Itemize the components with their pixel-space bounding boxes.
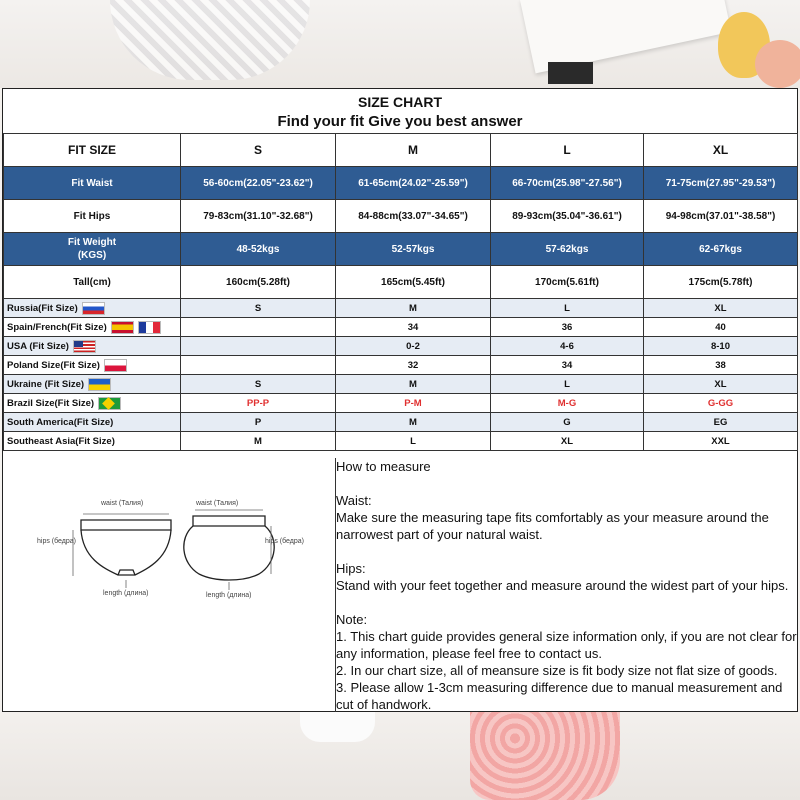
poland-flag-icon: [104, 359, 127, 372]
table-cell: P-M: [336, 394, 491, 413]
table-cell: 94-98cm(37.01"-38.58"): [644, 200, 798, 233]
table-cell: M-G: [491, 394, 644, 413]
spain-french-row: [4, 318, 798, 337]
note-3: 3. Please allow 1-3cm measuring difference due to manual measurement and cut of handwork.: [336, 680, 783, 712]
hips-title: Hips:: [336, 561, 366, 576]
table-cell: [181, 337, 336, 356]
table-cell: 89-93cm(35.04"-36.61"): [491, 200, 644, 233]
row-label: [4, 337, 181, 356]
pink-lace-decoration: [470, 712, 620, 800]
row-label: Southeast Asia(Fit Size): [4, 432, 181, 451]
row-label: [4, 394, 181, 413]
table-cell: 52-57kgs: [336, 233, 491, 266]
table-cell: XL: [644, 299, 798, 318]
table-cell: EG: [644, 413, 798, 432]
note-2: 2. In our chart size, all of meansure size is fit body size not flat size of goods.: [336, 663, 778, 678]
hips-label-back: hips (бедра): [265, 538, 304, 545]
russia-flag-icon: [82, 302, 105, 315]
table-cell: 61-65cm(24.02"-25.59"): [336, 167, 491, 200]
row-label: Tall(cm): [4, 266, 181, 299]
country-label: Spain/French(Fit Size): [7, 321, 107, 333]
table-cell: 0-2: [336, 337, 491, 356]
ukraine-flag-icon: [88, 378, 111, 391]
table-cell: 66-70cm(25.98"-27.56"): [491, 167, 644, 200]
table-cell: 57-62kgs: [491, 233, 644, 266]
table-cell: 62-67kgs: [644, 233, 798, 266]
table-cell: PP-P: [181, 394, 336, 413]
table-cell: 36: [491, 318, 644, 337]
waist-label-front: waist (Талия): [101, 500, 144, 507]
table-cell: XL: [644, 375, 798, 394]
table-cell: 165cm(5.45ft): [336, 266, 491, 299]
row-label: [4, 318, 181, 337]
country-label: Russia(Fit Size): [7, 302, 78, 314]
brazil-row: [4, 394, 798, 413]
waist-title: Waist:: [336, 493, 372, 508]
table-cell: 84-88cm(33.07"-34.65"): [336, 200, 491, 233]
waist-label-back: waist (Талия): [196, 500, 239, 507]
country-label: Poland Size(Fit Size): [7, 359, 100, 371]
header-cell: FIT SIZE: [4, 134, 181, 167]
table-cell: L: [336, 432, 491, 451]
tall-row: [4, 266, 798, 299]
chart-title-box: [3, 89, 797, 134]
hips-label-front: hips (бедра): [37, 538, 76, 545]
table-cell: S: [181, 375, 336, 394]
table-cell: L: [491, 299, 644, 318]
table-cell: XL: [491, 432, 644, 451]
size-table: [3, 133, 798, 451]
south-america-row: [4, 413, 798, 432]
table-cell: 48-52kgs: [181, 233, 336, 266]
row-label: [4, 375, 181, 394]
table-cell: M: [336, 375, 491, 394]
row-label: [4, 356, 181, 375]
background-photo-bottom: [0, 712, 800, 800]
dark-object-decoration: [548, 62, 593, 84]
spain-flag-icon: [111, 321, 134, 334]
row-label-line2: (KGS): [77, 250, 107, 261]
table-cell: G: [491, 413, 644, 432]
table-cell: [181, 318, 336, 337]
note-1: 1. This chart guide provides general size information only, if you are not clear for any information, please feel free to contact us.: [336, 629, 797, 661]
table-cell: 38: [644, 356, 798, 375]
france-flag-icon: [138, 321, 161, 334]
underwear-diagram-illustration: [3, 458, 335, 712]
table-cell: 34: [336, 318, 491, 337]
flower-decoration: [755, 40, 800, 88]
table-cell: 40: [644, 318, 798, 337]
chart-subtitle: Find your fit Give you best answer: [277, 113, 523, 130]
header-cell: S: [181, 134, 336, 167]
row-label: [4, 299, 181, 318]
glass-decoration: [110, 0, 310, 80]
length-label-back: length (длина): [206, 592, 252, 599]
hips-instructions: Stand with your feet together and measure around the widest part of your hips.: [336, 578, 789, 593]
brazil-flag-icon: [98, 397, 121, 410]
header-cell: XL: [644, 134, 798, 167]
table-cell: L: [491, 375, 644, 394]
country-label: Ukraine (Fit Size): [7, 378, 85, 390]
row-label: [4, 233, 181, 266]
table-cell: 32: [336, 356, 491, 375]
usa-row: [4, 337, 798, 356]
table-cell: 71-75cm(27.95"-29.53"): [644, 167, 798, 200]
table-cell: M: [336, 299, 491, 318]
note-title: Note:: [336, 612, 368, 627]
southeast-asia-row: [4, 432, 798, 451]
header-cell: L: [491, 134, 644, 167]
table-cell: 160cm(5.28ft): [181, 266, 336, 299]
row-label: South America(Fit Size): [4, 413, 181, 432]
russia-row: [4, 299, 798, 318]
table-cell: 175cm(5.78ft): [644, 266, 798, 299]
background-photo-top: [0, 0, 800, 88]
fit-waist-row: [4, 167, 798, 200]
table-cell: XXL: [644, 432, 798, 451]
ukraine-row: [4, 375, 798, 394]
header-row: [4, 134, 798, 167]
back-brief-drawing: [184, 516, 274, 580]
header-cell: M: [336, 134, 491, 167]
waist-instructions: Make sure the measuring tape fits comfortably as your measure around the narrowest part of your natural waist.: [336, 510, 769, 542]
table-cell: 79-83cm(31.10"-32.68"): [181, 200, 336, 233]
fit-hips-row: [4, 200, 798, 233]
table-cell: 4-6: [491, 337, 644, 356]
measurement-diagram: [3, 458, 336, 712]
length-label-front: length (длина): [103, 590, 149, 597]
chart-title: SIZE CHART: [358, 94, 442, 110]
table-cell: P: [181, 413, 336, 432]
table-cell: 8-10: [644, 337, 798, 356]
row-label: Fit Hips: [4, 200, 181, 233]
row-label-line1: Fit Weight: [67, 237, 117, 248]
table-cell: 56-60cm(22.05"-23.62"): [181, 167, 336, 200]
measure-heading: How to measure: [336, 459, 431, 474]
table-cell: 170cm(5.61ft): [491, 266, 644, 299]
size-chart: [2, 88, 798, 712]
table-cell: M: [336, 413, 491, 432]
country-label: USA (Fit Size): [7, 340, 69, 352]
table-cell: G-GG: [644, 394, 798, 413]
fit-weight-row: [4, 233, 798, 266]
table-cell: S: [181, 299, 336, 318]
white-fabric-decoration: [300, 712, 375, 742]
table-cell: 34: [491, 356, 644, 375]
front-brief-drawing: [81, 520, 171, 575]
table-cell: [181, 356, 336, 375]
usa-flag-icon: [73, 340, 96, 353]
row-label: Fit Waist: [4, 167, 181, 200]
table-cell: M: [181, 432, 336, 451]
how-to-measure-panel: [336, 458, 797, 712]
poland-row: [4, 356, 798, 375]
country-label: Brazil Size(Fit Size): [7, 397, 95, 409]
